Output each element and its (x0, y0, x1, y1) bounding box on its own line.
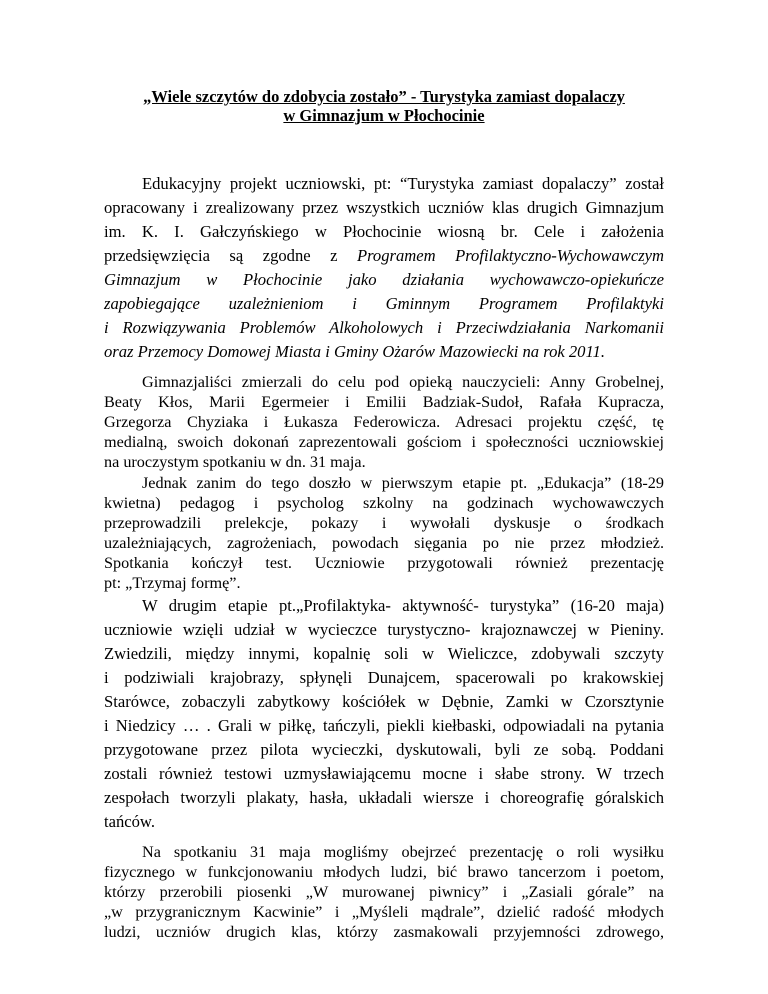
p4-line: W drugim etapie pt.„Profilaktyka- aktywność- turystyka” (16-20 maja) (142, 596, 664, 615)
p4-line: tańców. (104, 812, 155, 831)
p1-italic: i Rozwiązywania Problemów Alkoholowych i Przeciwdziałania Narkomanii (104, 318, 664, 337)
p4-line: przygotowane przez pilota wycieczki, dyskutowali, byli ze sobą. Poddani (104, 740, 664, 759)
p2-line: Grzegorza Chyziaka i Łukasza Federowicza. Adresaci projektu część, tę (104, 413, 664, 431)
p2-line: na uroczystym spotkaniu w dn. 31 maja. (104, 453, 366, 471)
p2-line: medialną, swoich dokonań zaprezentowali gościom i społeczności uczniowskiej (104, 433, 664, 451)
p4-line: Zwiedzili, między innymi, kopalnię soli w Wieliczce, zdobywali szczyty (104, 644, 664, 663)
p2-line: Beaty Kłos, Marii Egermeier i Emilii Badziak-Sudoł, Rafała Kupracza, (104, 393, 664, 411)
p4-line: zespołach tworzyli plakaty, hasła, układali wiersze i choreografię góralskich (104, 788, 664, 807)
p5-line: którzy przerobili piosenki „W murowanej piwnicy” i „Zasiali górale” na (104, 883, 664, 901)
p4-line: i Niedzicy … . Grali w piłkę, tańczyli, piekli kiełbaski, odpowiadali na pytania (104, 716, 664, 735)
p2-line: Gimnazjaliści zmierzali do celu pod opieką nauczycieli: Anny Grobelnej, (142, 373, 664, 391)
p5-line: Na spotkaniu 31 maja mogliśmy obejrzeć prezentację o roli wysiłku (142, 843, 664, 861)
p3-line: kwietna) pedagog i psycholog szkolny na godzinach wychowawczych (104, 494, 664, 512)
p1-line: im. K. I. Gałczyńskiego w Płochocinie wiosną br. Cele i założenia (104, 222, 664, 241)
p4-line: Starówce, zobaczyli zabytkowy kościółek w Dębnie, Zamki w Czorsztynie (104, 692, 664, 711)
p1-line: opracowany i zrealizowany przez wszystkich uczniów klas drugich Gimnazjum (104, 198, 664, 217)
p3-line: przeprowadzili prelekcje, pokazy i wywołali dyskusje o środkach (104, 514, 664, 532)
p1-text: przedsięwzięcia są zgodne z (104, 246, 357, 265)
p1-italic: Gimnazjum w Płochocinie jako działania wychowawczo-opiekuńcze (104, 270, 664, 289)
title-line-2: w Gimnazjum w Płochocinie (283, 106, 485, 125)
p3-line: pt: „Trzymaj formę”. (104, 574, 241, 592)
p4-line: zostali również testowi uzmysławiającemu mocne i słabe strony. W trzech (104, 764, 664, 783)
p1-italic-program: Programem Profilaktyczno-Wychowawczym (356, 246, 664, 265)
p5-line: fizycznego w funkcjonowaniu młodych ludzi, bić brawo tancerzom i poetom, (104, 863, 664, 881)
p1-italic: oraz Przemocy Domowej Miasta i Gminy Ożarów Mazowiecki na rok 2011. (104, 342, 605, 361)
p3-line: Jednak zanim do tego doszło w pierwszym etapie pt. „Edukacja” (18-29 (142, 474, 664, 492)
p1-line (104, 270, 664, 290)
p5-line: „w przygranicznym Kacwinie” i „Myśleli mądrale”, dzielić radość młodych (104, 903, 664, 921)
p3-line: Spotkania kończył test. Uczniowie przygotowali również prezentację (104, 554, 664, 572)
p3-line: uzależniających, zagrożeniach, powodach sięgania po nie przez młodzież. (104, 534, 664, 552)
p5-line: ludzi, uczniów drugich klas, którzy zasmakowali przyjemności zdrowego, (104, 923, 664, 941)
p1-line (104, 318, 664, 338)
title-line-1: „Wiele szczytów do zdobycia zostało” - Turystyka zamiast dopalaczy (143, 87, 625, 106)
p1-line: Edukacyjny projekt uczniowski, pt: “Turystyka zamiast dopalaczy” został (142, 174, 664, 193)
p1-line (104, 342, 664, 362)
document-title (60, 87, 708, 125)
p4-line: uczniowie wzięli udział w wycieczce turystyczno- krajoznawczej w Pieniny. (104, 620, 664, 639)
p1-line (104, 294, 664, 314)
p1-italic: zapobiegające uzależnieniom i Gminnym Programem Profilaktyki (104, 294, 664, 313)
p4-line: i podziwiali krajobrazy, spłynęli Dunajcem, spacerowali po krakowskiej (104, 668, 664, 687)
p1-line (104, 246, 664, 266)
